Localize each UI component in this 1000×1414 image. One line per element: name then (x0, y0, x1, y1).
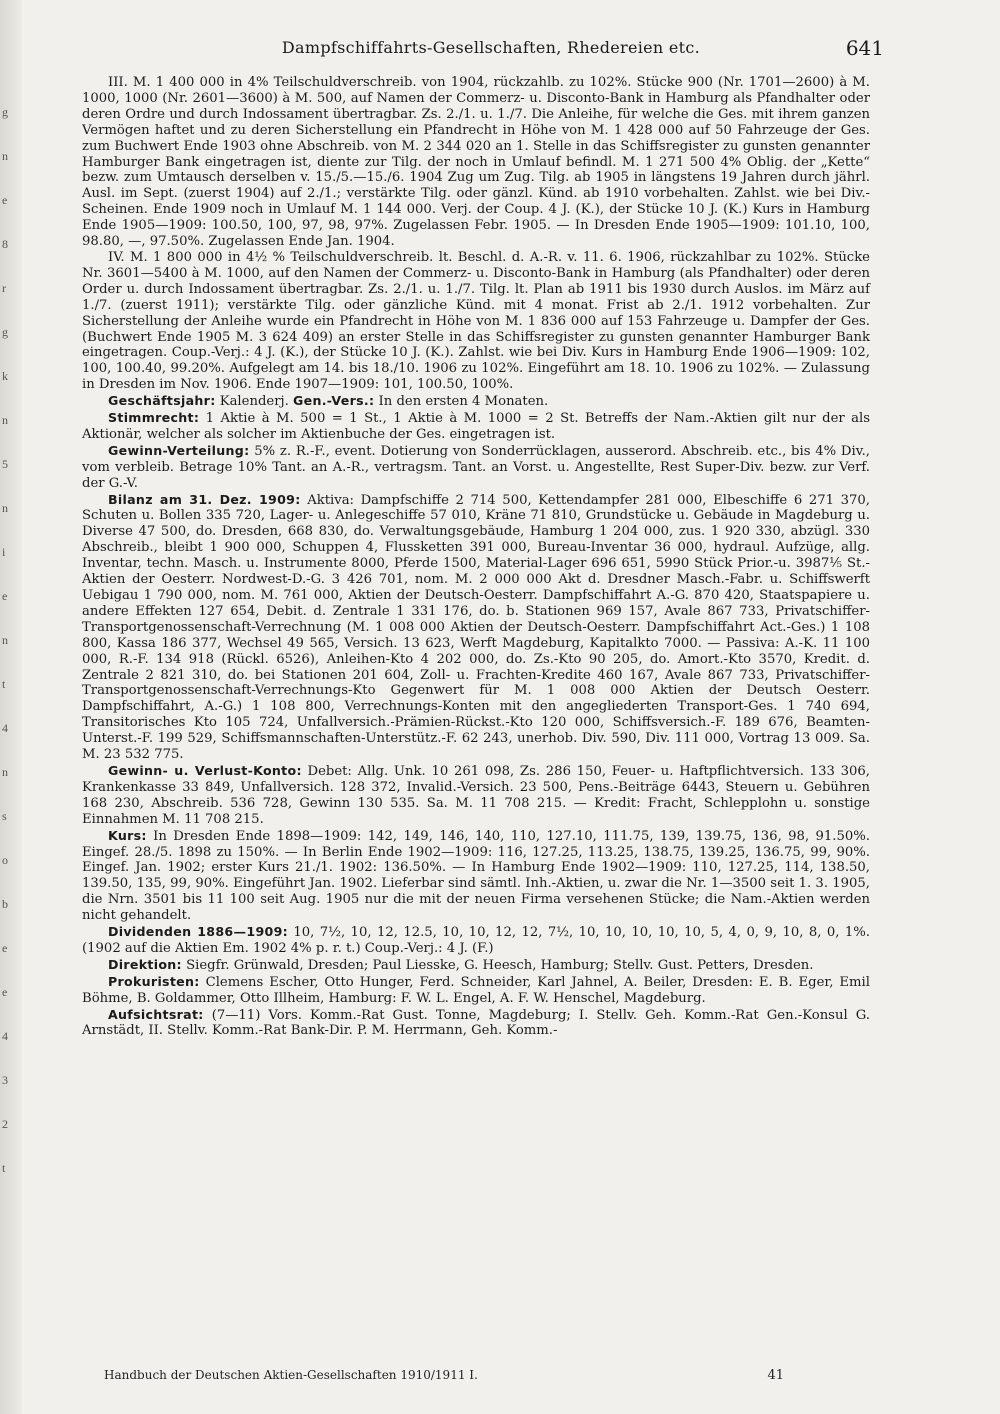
balance-sheet-label: Bilanz am 31. Dez. 1909: (108, 491, 301, 507)
fiscal-year-text: Kalenderj. (215, 394, 293, 410)
bond-issue-iv-paragraph: IV. M. 1 800 000 in 4½ % Teilschuldverschreib. lt. Beschl. d. A.-R. v. 11. 6. 1906, rückzahlbar zu 102%. Stücke Nr. 3601—5400 à M. 1000, auf den Namen der Commerz- u. Disconto-Bank in Hamburg (als Pfandhalter) oder deren Order u. durch Indossament übertragbar. Zs. 2./1. u. 1./7. Tilg. lt. Plan ab 1911 bis 1930 durch Auslos. im März auf 1./7. (zuerst 1911); verstärkte Tilg. oder gänzliche Künd. mit 4 monat. Frist ab 2./1. 1912 vorbehalten. Zur Sicherstellung der Anleihe wurde ein Pfandrecht in Höhe von M. 1 836 000 auf 153 Fahrzeuge u. Dampfer der Ges. (Buchwert Ende 1905 M. 3 624 409) an erster Stelle in das Schiffsregister zu gunsten genannter Hamburger Bank eingetragen. Coup.-Verj.: 4 J. (K.), der Stücke 10 J. (K.). Zahlst. wie bei Div. Kurs in Hamburg Ende 1906—1909: 102, 100, 100.40, 99.20%. Aufgelegt am 14. bis 18./10. 1906 zu 102%. Eingeführt am 18. 10. 1906 zu 102%. — Zulassung in Dresden im Nov. 1906. Ende 1907—1909: 101, 100.50, 100%. (82, 249, 870, 393)
margin-fragment: 5 (2, 457, 8, 471)
margin-fragment: g (2, 325, 8, 339)
profit-distribution-text: 5% z. R.-F., event. Dotierung von Sonderrücklagen, ausserord. Abschreib. etc., bis 4% Div., vom verbleib. Betrage 10% Tant. an A.-R., vertragsm. Tant. an Vorst. u. Angestellte, Rest Super-Div. bezw. zur Verf. der G.-V. (82, 443, 870, 491)
margin-fragment: 8 (2, 237, 8, 251)
margin-fragment: s (2, 809, 7, 823)
margin-fragment: 3 (2, 1073, 8, 1087)
footer-signature-number: 41 (767, 1368, 784, 1383)
margin-fragment: k (2, 369, 8, 383)
authorized-officers-paragraph (82, 974, 870, 1007)
general-meeting-text: In den ersten 4 Monaten. (374, 394, 549, 410)
voting-rights-label: Stimmrecht: (108, 410, 200, 426)
supervisory-board-paragraph (82, 1007, 870, 1040)
authorized-officers-text: Clemens Escher, Otto Hunger, Ferd. Schneider, Karl Jahnel, A. Beiler, Dresden: E. B. Eger, Emil Böhme, B. Goldammer, Otto Illheim, Hamburg: F. W. L. Engel, A. F. W. Henschel, Magdeburg. (82, 974, 870, 1006)
fiscal-year-label: Geschäftsjahr: (108, 393, 216, 409)
binding-gutter (0, 0, 22, 1414)
share-price-label: Kurs: (108, 827, 147, 843)
management-label: Direktion: (108, 956, 182, 972)
authorized-officers-label: Prokuristen: (108, 973, 200, 989)
margin-fragment: 4 (2, 1029, 8, 1043)
management-paragraph (82, 957, 870, 974)
fiscal-year-paragraph (82, 393, 870, 410)
supervisory-board-text: (7—11) Vors. Komm.-Rat Gust. Tonne, Magdeburg; I. Stellv. Geh. Komm.-Rat Gen.-Konsul G. Arnstädt, II. Stellv. Komm.-Rat Bank-Dir. P. M. Herrmann, Geh. Komm.- (82, 1007, 870, 1039)
dividends-label: Dividenden 1886—1909: (108, 924, 288, 940)
share-price-text: In Dresden Ende 1898—1909: 142, 149, 146, 140, 110, 127.10, 111.75, 139, 139.75, 136, 98, 91.50%. Eingef. 28./5. 1898 zu 150%. — In Berlin Ende 1902—1909: 116, 127.25, 113.25, 138.75, 139.25, 136.75, 99, 90%. Eingef. Jan. 1902; erster Kurs 21./1. 1902: 136.50%. — In Hamburg Ende 1902—1909: 110, 127.25, 114, 138.50, 139.50, 135, 99, 90%. Eingeführt Jan. 1902. Lieferbar sind sämtl. Inh.-Aktien, u. zwar die Nr. 1—3500 seit 1. 3. 1905, die Nrn. 3501 bis 11 100 seit Aug. 1905 nur die mit der neuen Firma versehenen Stücke; die Nam.-Aktien werden nicht gehandelt. (82, 828, 870, 924)
bond-issue-iii-paragraph: III. M. 1 400 000 in 4% Teilschuldverschreib. von 1904, rückzahlb. zu 102%. Stücke 900 (Nr. 1701—2600) à M. 1000, 1000 (Nr. 2601—3600) à M. 500, auf Namen der Commerz- u. Disconto-Bank in Hamburg als Pfandhalter oder deren Ordre und durch Indossament übertragbar. Zs. 2./1. u. 1./7. Die Anleihe, für welche die Ges. mit ihrem ganzen Vermögen haftet und zu deren Sicherstellung ein Pfandrecht in Höhe von M. 1 428 000 auf 50 Fahrzeuge der Ges. zum Buchwert Ende 1903 ohne Abschreib. von M. 2 344 020 an 1. Stelle in das Schiffsregister zu gunsten genannter Hamburger Bank eingetragen ist, diente zur Tilg. der noch in Umlauf befindl. M. 1 271 500 4% Oblig. der „Kette“ bezw. zum Umtausch derselben v. 15./5.—15./6. 1904 Zug um Zug. Tilg. ab 1905 in längstens 19 Jahren durch jährl. Ausl. im Sept. (zuerst 1904) auf 2./1.; verstärkte Tilg. oder gänzl. Künd. ab 1910 vorbehalten. Zahlst. wie bei Div.-Scheinen. Ende 1909 noch in Umlauf M. 1 144 000. Verj. der Coup. 4 J. (K.), der Stücke 10 J. (K.) Kurs in Hamburg Ende 1905—1909: 100.50, 100, 97, 98, 97%. Zugelassen Febr. 1905. — In Dresden Ende 1905—1909: 101.10, 100, 98.80, —, 97.50%. Zugelassen Ende Jan. 1904. (82, 75, 870, 250)
profit-distribution-paragraph (82, 443, 870, 492)
general-meeting-label: Gen.-Vers.: (292, 393, 375, 409)
balance-sheet-text: Aktiva: Dampfschiffe 2 714 500, Kettendampfer 281 000, Elbeschiffe 6 271 370, Schuten u. Bollen 335 720, Lager- u. Anlegeschiffe 57 010, Kräne 71 810, Grundstücke u. Gebäude in Magdeburg u. Diverse 47 500, do. Dresden, 668 830, do. Verwaltungsgebäude, Hamburg 1 204 000, zus. 1 920 330, abzügl. 330 Abschreib., bleibt 1 900 000, Schuppen 4, Flussketten 391 000, Bureau-Inventar 36 000, hydraul. Aufzüge, allg. Inventar, techn. Masch. u. Instrumente 8000, Pferde 1500, Material-Lager 696 651, 5990 Stück Prior.-u. 3987⅕ St.-Aktien der Oesterr. Nordwest-D.-G. 3 426 701, nom. M. 2 000 000 Akt d. Dresdner Masch.-Fabr. u. Schiffswerft Uebigau 1 790 000, nom. M. 761 000, Aktien der Deutsch-Oesterr. Dampfschiffahrt A.-G. 870 420, Staatspapiere u. andere Effekten 127 654, Debit. d. Zentrale 1 331 176, do. b. Stationen 969 157, Avale 867 733, Privatschiffer-Transportgenossenschaft-Verrechnung (M. 1 008 000 Aktien der Deutsch-Oesterr. Dampfschiffahrt Act.-Ges.) 1 108 800, Kassa 186 377, Wechsel 49 565, Versich. 13 623, Werft Magdeburg, Kapitalkto 7000. — Passiva: A.-K. 11 100 000, R.-F. 134 918 (Rückl. 6526), Anleihen-Kto 4 202 000, do. Zs.-Kto 90 205, do. Amort.-Kto 3570, Kredit. d. Zentrale 2 821 310, do. bei Stationen 201 604, Zoll- u. Frachten-Kredite 460 167, Avale 867 733, Privatschiffer-Transportgenossenschaft-Verrechnungs-Kto Gegenwert für M. 1 008 000 Aktien der Deutsch Oesterr. Dampfschiffahrt, A.-G.) 1 108 800, Verrechnungs-Konten mit den angegliederten Transport-Ges. 1 740 694, Transitorisches Kto 105 724, Unfallversich.-Prämien-Rückst.-Kto 120 000, Schiffsversich.-F. 189 676, Beamten-Unterst.-F. 199 529, Schiffsmannschaften-Unterstütz.-F. 62 243, unerhob. Div. 590, Div. 111 000, Vortrag 13 009. Sa. M. 23 532 775. (82, 492, 870, 763)
profit-loss-text: Debet: Allg. Unk. 10 261 098, Zs. 286 150, Feuer- u. Haftpflichtversich. 133 306, Krankenkasse 33 849, Unfallversich. 128 372, Invalid.-Versich. 23 500, Pens.-Beiträge 6443, Steuern u. Gebühren 168 230, Abschreib. 536 728, Gewinn 130 535. Sa. M. 11 708 215. — Kredit: Fracht, Schlepplohn u. sonstige Einnahmen M. 11 708 215. (82, 763, 870, 827)
voting-rights-paragraph (82, 410, 870, 443)
margin-fragment: n (2, 149, 8, 163)
profit-distribution-label: Gewinn-Verteilung: (108, 442, 250, 458)
supervisory-board-label: Aufsichtsrat: (108, 1006, 204, 1022)
margin-fragment: g (2, 105, 8, 119)
margin-fragment: t (2, 677, 6, 691)
footer-publication: Handbuch der Deutschen Aktien-Gesellschaften 1910/1911 I. (104, 1368, 478, 1382)
running-title: Dampfschiffahrts-Gesellschaften, Rhedereien etc. (281, 38, 701, 57)
page-header (98, 38, 884, 64)
margin-fragment: b (2, 897, 8, 911)
dividends-text: 10, 7½, 10, 12, 12.5, 10, 10, 12, 12, 7½, 10, 10, 10, 10, 10, 5, 4, 0, 9, 10, 8, 0, 1%. (1902 auf die Aktien Em. 1902 4% p. r. t.) Coup.-Verj.: 4 J. (F.) (82, 925, 870, 956)
profit-loss-paragraph (82, 763, 870, 828)
profit-loss-label: Gewinn- u. Verlust-Konto: (108, 762, 302, 778)
page-body (82, 75, 870, 1039)
margin-fragment: e (2, 985, 8, 999)
margin-fragment: n (2, 501, 8, 515)
balance-sheet-paragraph (82, 492, 870, 763)
margin-fragment: e (2, 941, 8, 955)
dividends-paragraph (82, 924, 870, 957)
management-text: Siegfr. Grünwald, Dresden; Paul Liesske, G. Heesch, Hamburg; Stellv. Gust. Petters, Dresden. (181, 957, 814, 973)
margin-fragment: e (2, 193, 8, 207)
page-number: 641 (845, 36, 884, 60)
margin-fragment: 4 (2, 721, 8, 735)
margin-fragment: 2 (2, 1117, 8, 1131)
margin-fragment: n (2, 413, 8, 427)
margin-fragment: t (2, 1161, 6, 1175)
margin-fragment: n (2, 633, 8, 647)
margin-fragment: o (2, 853, 8, 867)
margin-fragments (2, 90, 16, 1190)
share-price-paragraph (82, 828, 870, 924)
voting-rights-text: 1 Aktie à M. 500 = 1 St., 1 Aktie à M. 1000 = 2 St. Betreffs der Nam.-Aktien gilt nur der als Aktionär, welcher als solcher im Aktienbuche der Ges. eingetragen ist. (82, 411, 870, 442)
margin-fragment: e (2, 589, 8, 603)
margin-fragment: i (2, 545, 6, 559)
margin-fragment: n (2, 765, 8, 779)
margin-fragment: r (2, 281, 6, 295)
